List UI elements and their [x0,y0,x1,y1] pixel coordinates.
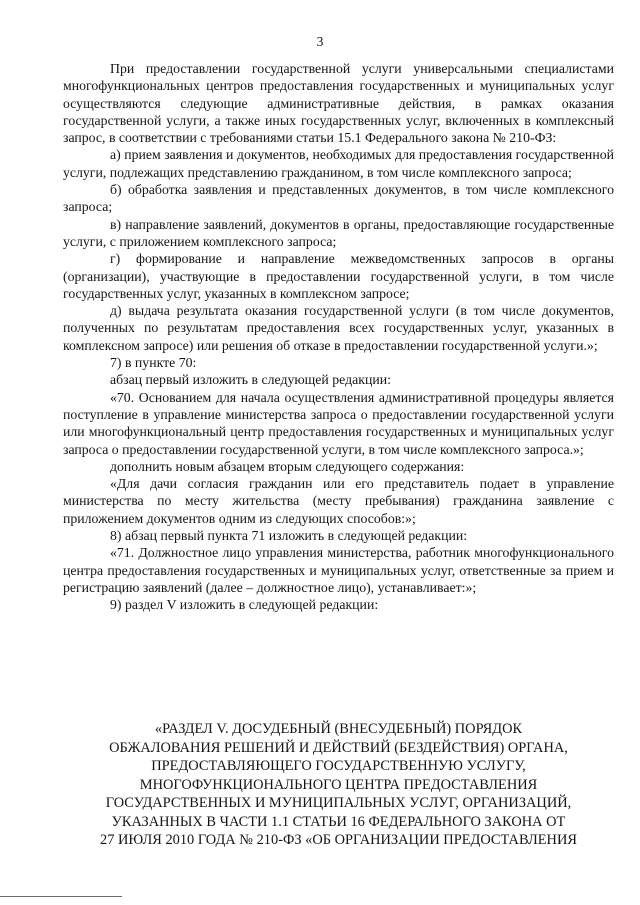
heading-line: МНОГОФУНКЦИОНАЛЬНОГО ЦЕНТРА ПРЕДОСТАВЛЕНИЯ [139,776,538,793]
paragraph-item-b: б) обработка заявления и представленных документов, в том числе комплексного запроса; [63,182,614,215]
paragraph-item-v: в) направление заявлений, документов в органы, предоставляющие государственные услуги, с приложением комплексного запроса; [63,216,614,249]
paragraph-point-8: 8) абзац первый пункта 71 изложить в следующей редакции: [110,528,468,544]
paragraph-point-70-text: «70. Основанием для начала осуществления административной процедуры является поступление в управление министерства запроса о предоставлении государственной услуги или многофункциональный центр предоставления государственных и муниципальных услуг запроса о предоставлении государственной услуги, в том числе комплексного запроса.»; [63,389,614,457]
heading-line: ОБЖАЛОВАНИЯ РЕШЕНИЙ И ДЕЙСТВИЙ (БЕЗДЕЙСТВИЯ) ОРГАНА, [109,739,568,756]
heading-line: УКАЗАННЫХ В ЧАСТИ 1.1 СТАТЬИ 16 ФЕДЕРАЛЬНОГО ЗАКОНА ОТ [111,813,566,830]
heading-line: «РАЗДЕЛ V. ДОСУДЕБНЫЙ (ВНЕСУДЕБНЫЙ) ПОРЯДОК [154,721,523,737]
paragraph-item-a: а) прием заявления и документов, необходимых для предоставления государственной услуги, подлежащих представлению гражданином, в том числе комплексного запроса; [63,147,614,180]
paragraph-point-71-text: «71. Должностное лицо управления министерства, работник многофункционального центра предоставления государственных и муниципальных услуг, ответственные за прием и регистрацию заявлений (далее – должностное лицо), устанавливает:»; [63,545,614,595]
paragraph-add-abzac: дополнить новым абзацем вторым следующего содержания: [110,458,465,474]
document-body [63,60,614,614]
heading-line: 27 ИЮЛЯ 2010 ГОДА № 210-ФЗ «ОБ ОРГАНИЗАЦИИ ПРЕДОСТАВЛЕНИЯ [100,832,577,848]
section-heading [63,720,614,850]
heading-line: ПРЕДОСТАВЛЯЮЩЕГО ГОСУДАРСТВЕННУЮ УСЛУГУ, [151,758,526,774]
paragraph-consent-text: «Для дачи согласия гражданин или его представитель подает в управление министерства по месту жительства (месту пребывания) гражданина заявление с приложением документов одним из следующих способов:»; [63,476,614,526]
paragraph-intro: При предоставлении государственной услуги универсальными специалистами многофункциональных центров предоставления государственных и муниципальных услуг осуществляются следующие административные действия, в рамках оказания государственной услуги, а также иных государственных услуг, включенных в комплексный запрос, в соответствии с требованиями статьи 15.1 Федерального закона № 210-ФЗ: [63,61,614,146]
footer-rule [0,896,122,897]
paragraph-point-9: 9) раздел V изложить в следующей редакции: [110,597,379,613]
heading-line: ГОСУДАРСТВЕННЫХ И МУНИЦИПАЛЬНЫХ УСЛУГ, ОРГАНИЗАЦИЙ, [105,795,572,811]
paragraph-point-7: 7) в пункте 70: [110,355,197,371]
paragraph-first-abzac: абзац первый изложить в следующей редакции: [110,372,391,388]
paragraph-item-g: г) формирование и направление межведомственных запросов в органы (организации), участвующие в предоставлении государственной услуги, в том числе государственных услуг, указанных в комплексном запросе; [63,251,614,301]
page-number: 3 [316,34,324,49]
paragraph-item-d: д) выдача результата оказания государственной услуги (в том числе документов, полученных по результатам предоставления всех государственных услуг, указанных в комплексном запросе) или решения об отказе в предоставлении государственной услуги.»; [63,303,614,353]
